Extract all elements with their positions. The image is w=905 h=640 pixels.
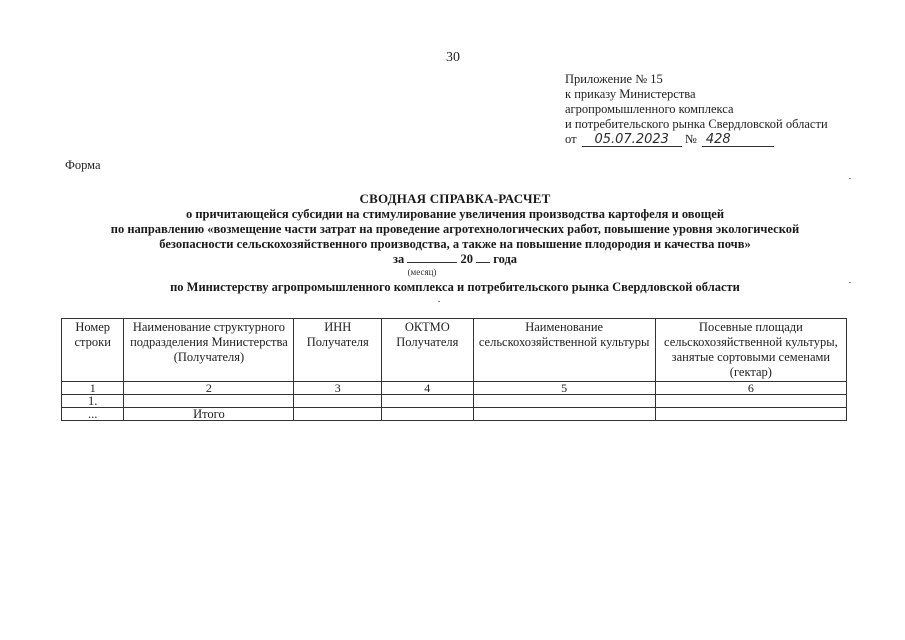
column-number: 2 xyxy=(124,382,294,395)
table-cell xyxy=(655,408,846,421)
table-header-row xyxy=(62,319,847,382)
page-number: 30 xyxy=(446,50,460,65)
column-number: 1 xyxy=(62,382,124,395)
appendix-line-1: Приложение № 15 xyxy=(565,72,663,86)
appendix-line-4: и потребительского рынка Свердловской области xyxy=(565,117,828,131)
table-total-row xyxy=(62,408,847,421)
table-cell xyxy=(382,408,474,421)
column-number: 3 xyxy=(294,382,382,395)
handwritten-number: 428 xyxy=(705,132,731,147)
table-cell xyxy=(294,395,382,408)
appendix-line-2: к приказу Министерства xyxy=(565,87,696,101)
table-cell xyxy=(124,395,294,408)
document-subtitle-3: безопасности сельскохозяйственного производства, а также на повышение плодородия и качества почв» xyxy=(159,237,751,251)
handwritten-date: 05.07.2023 xyxy=(594,132,669,147)
header-oktmo: ОКТМО Получателя xyxy=(382,319,474,382)
month-blank xyxy=(407,252,457,263)
scan-speck xyxy=(849,178,851,179)
appendix-block xyxy=(565,72,828,147)
table-cell xyxy=(655,395,846,408)
header-crop: Наименование сельскохозяйственной культуры xyxy=(473,319,655,382)
number-label: № xyxy=(684,132,697,146)
from-label: от xyxy=(565,132,577,146)
total-label: Итого xyxy=(124,408,294,421)
table-cell xyxy=(294,408,382,421)
document-subtitle-1: о причитающейся субсидии на стимулирование увеличения производства картофеля и овощей xyxy=(185,207,725,221)
column-numbers-row xyxy=(62,382,847,395)
document-subtitle-2: по направлению «возмещение части затрат на проведение агротехнологических работ, повышение уровня экологической xyxy=(110,222,800,236)
column-number: 5 xyxy=(473,382,655,395)
subsidy-table xyxy=(61,318,847,421)
column-number: 6 xyxy=(655,382,846,395)
period-year-prefix: 20 xyxy=(460,252,473,266)
period-line xyxy=(330,252,580,267)
column-number: 4 xyxy=(382,382,474,395)
appendix-order-line xyxy=(565,132,828,147)
header-inn: ИНН Получателя xyxy=(294,319,382,382)
document-title: СВОДНАЯ СПРАВКА-РАСЧЕТ xyxy=(359,191,551,206)
appendix-line-3: агропромышленного комплекса xyxy=(565,102,734,116)
table-cell: 1. xyxy=(62,395,124,408)
table-cell xyxy=(382,395,474,408)
year-blank xyxy=(476,252,490,263)
period-suffix: года xyxy=(493,252,518,266)
table-cell: ... xyxy=(62,408,124,421)
period-prefix: за xyxy=(392,252,405,266)
header-row-number: Номер строки xyxy=(62,319,124,382)
header-department: Наименование структурного подразделения Министерства (Получателя) xyxy=(124,319,294,382)
ministry-line: по Министерству агропромышленного комплекса и потребительского рынка Свердловской области xyxy=(170,280,740,294)
table-cell xyxy=(473,408,655,421)
table-row xyxy=(62,395,847,408)
scan-speck xyxy=(438,301,440,302)
form-label: Форма xyxy=(65,158,101,172)
header-sown-area: Посевные площади сельскохозяйственной культуры, занятые сортовыми семенами (гектар) xyxy=(655,319,846,382)
table-cell xyxy=(473,395,655,408)
month-hint: (месяц) xyxy=(407,267,437,277)
scan-speck xyxy=(849,282,851,283)
